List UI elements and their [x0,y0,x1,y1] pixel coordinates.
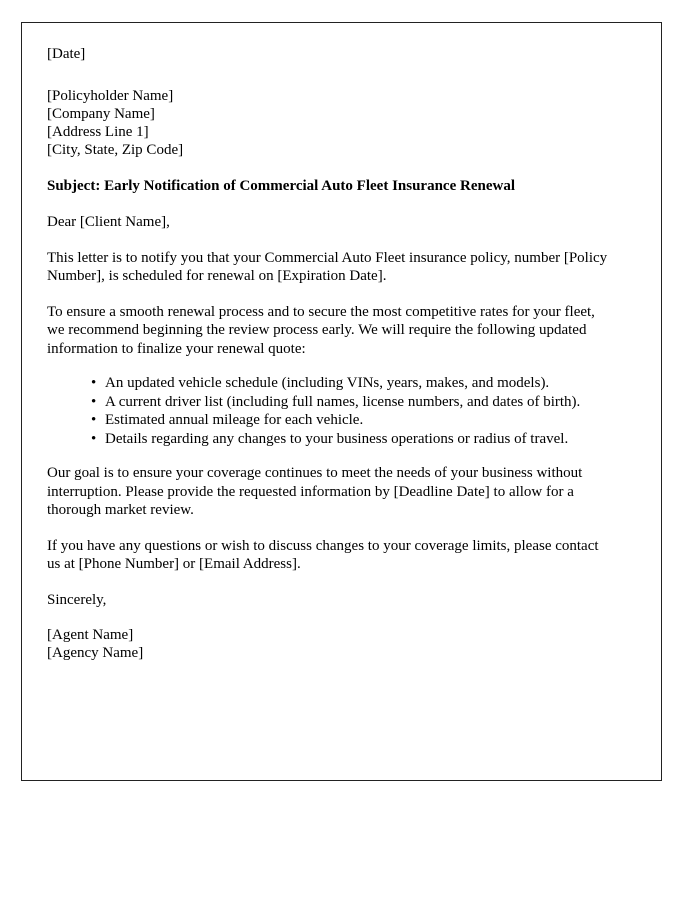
recipient-address-block [47,87,611,159]
paragraph-renewal-process: To ensure a smooth renewal process and to secure the most competitive rates for your fleet, we recommend beginning the review process early. We will require the following updated information to finalize your renewal quote: [47,303,595,357]
spacer-after-date [47,63,611,87]
subject-line: Subject: Early Notification of Commercial Auto Fleet Insurance Renewal [47,178,515,194]
agent-name: [Agent Name] [47,627,134,643]
recipient-city-state-zip: [City, State, Zip Code] [47,142,184,158]
paragraph-goal: Our goal is to ensure your coverage continues to meet the needs of your business without interruption. Please provide the requested information by [Deadline Date] to allow for a thorough market review. [47,465,583,518]
agency-name: [Agency Name] [47,645,144,661]
paragraph-contact: If you have any questions or wish to discuss changes to your coverage limits, please contact us at [Phone Number] or [Email Address]. [47,537,599,572]
list-item: • An updated vehicle schedule (including VINs, years, makes, and models). [91,374,611,393]
salutation: Dear [Client Name], [47,214,170,230]
closing: Sincerely, [47,591,107,608]
paragraph-notification: This letter is to notify you that your Commercial Auto Fleet insurance policy, number [Policy Number], is scheduled for renewal on [Expiration Date]. [47,249,608,284]
spacer-after-paragraph-1 [47,286,611,303]
letter-page [21,22,662,781]
recipient-company: [Company Name] [47,106,155,122]
spacer-before-list [47,358,611,374]
spacer-after-subject [47,195,611,213]
requirements-list [47,374,611,448]
letter-content [47,45,611,662]
spacer-after-paragraph-3 [47,520,611,537]
list-item: • Details regarding any changes to your business operations or radius of travel. [91,430,611,449]
spacer-after-paragraph-4 [47,574,611,591]
spacer-after-list [47,448,611,464]
spacer-after-salutation [47,232,611,249]
spacer-before-signature [47,609,611,626]
list-item: • Estimated annual mileage for each vehicle. [91,411,611,430]
signature-block [47,626,611,662]
date-line: [Date] [47,46,86,62]
recipient-address-line-1: [Address Line 1] [47,124,149,140]
list-item: • A current driver list (including full names, license numbers, and dates of birth). [91,393,611,412]
spacer-after-address [47,159,611,177]
recipient-name: [Policyholder Name] [47,88,174,104]
